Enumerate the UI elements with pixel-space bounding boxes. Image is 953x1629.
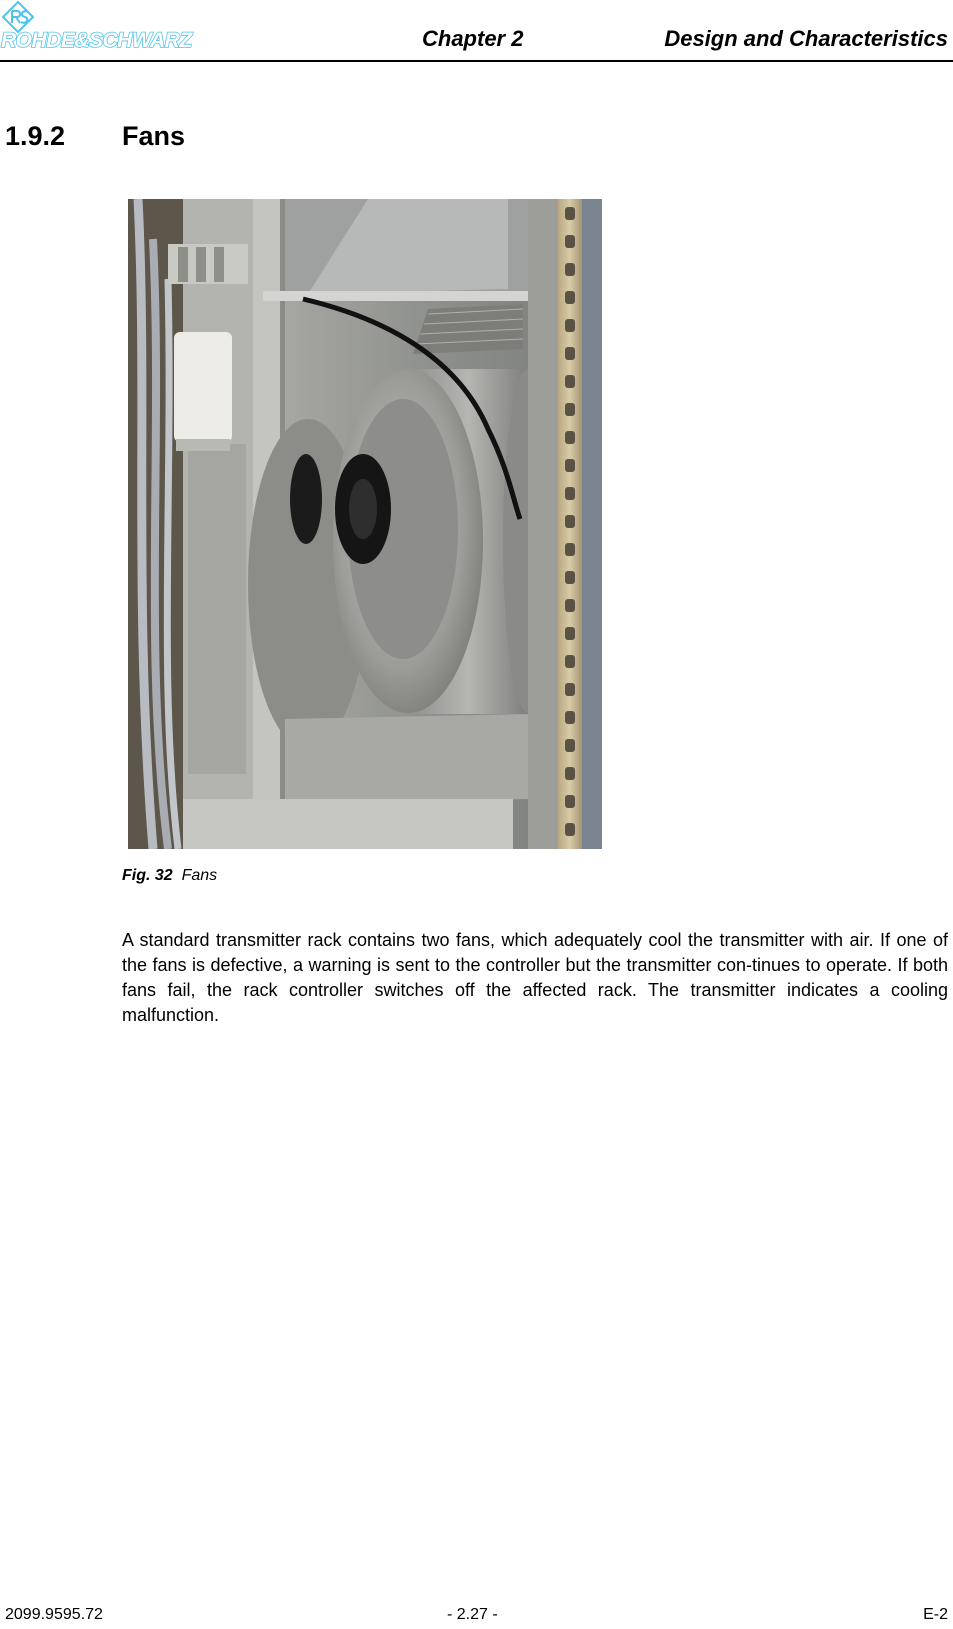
section-number: 1.9.2 <box>5 121 66 151</box>
chapter-label: Chapter 2 <box>422 26 524 51</box>
page-header <box>0 0 953 62</box>
rohde-schwarz-logo <box>0 0 228 58</box>
footer-doc-number: 2099.9595.72 <box>5 1606 103 1623</box>
figure-caption-text: Fans <box>181 867 218 884</box>
section-heading: Fans <box>122 121 186 151</box>
running-title: Design and Characteristics <box>664 26 948 51</box>
figure-label: Fig. 32 <box>122 867 173 884</box>
header-rule <box>0 60 953 62</box>
logo-wordmark: ROHDE&SCHWARZ <box>1 29 192 52</box>
figure-caption <box>122 867 217 885</box>
footer-page-number: - 2.27 - <box>447 1606 498 1623</box>
body-paragraph: A standard transmitter rack contains two fans, which adequately cool the transmitter with air. If one of the fans is defective, a warning is sent to the controller but the transmitter con-tinues to operate. If both fans fail, the rack controller switches off the affected rack. The transmitter indicates a cooling malfunction. <box>122 930 948 1025</box>
fans-photo <box>128 199 602 849</box>
footer-edition: E-2 <box>923 1606 948 1623</box>
